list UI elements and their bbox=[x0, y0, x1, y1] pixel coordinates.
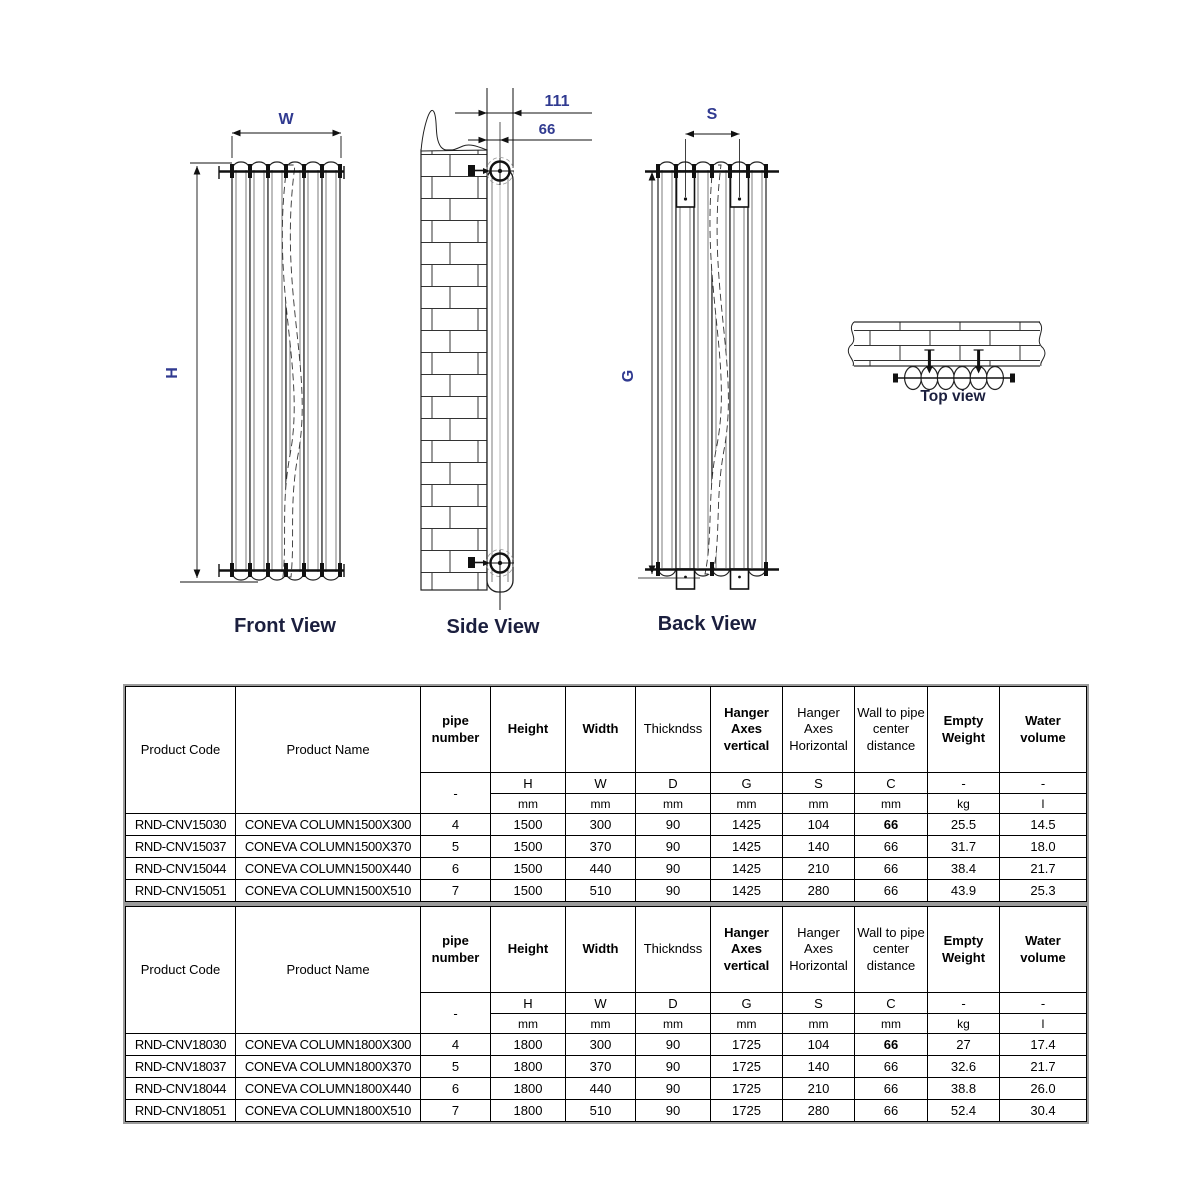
cell: 66 bbox=[855, 836, 928, 858]
cell: 38.4 bbox=[928, 858, 1000, 880]
cell: 1500 bbox=[491, 814, 566, 836]
cell: 27 bbox=[928, 1034, 1000, 1056]
cell: 66 bbox=[855, 1034, 928, 1056]
cell: 31.7 bbox=[928, 836, 1000, 858]
cell: 66 bbox=[855, 814, 928, 836]
cell: 280 bbox=[783, 1100, 855, 1122]
header-cell: Product Name bbox=[236, 687, 421, 814]
cell: 90 bbox=[636, 1034, 711, 1056]
cell: 1725 bbox=[711, 1078, 783, 1100]
cell: 66 bbox=[855, 1100, 928, 1122]
cell: RND-CNV18037 bbox=[126, 1056, 236, 1078]
top-view bbox=[843, 321, 1051, 405]
header-cell: Thickndss bbox=[636, 687, 711, 773]
cell: 66 bbox=[855, 858, 928, 880]
cell: l bbox=[1000, 794, 1087, 814]
cell: 440 bbox=[566, 1078, 636, 1100]
header-cell: Product Name bbox=[236, 907, 421, 1034]
cell: W bbox=[566, 773, 636, 794]
cell: 1425 bbox=[711, 858, 783, 880]
cell: 90 bbox=[636, 858, 711, 880]
brick-wall-top bbox=[853, 322, 1041, 366]
table-row bbox=[126, 1034, 1087, 1056]
header-cell: Hanger Axes vertical bbox=[711, 907, 783, 993]
cell: 30.4 bbox=[1000, 1100, 1087, 1122]
front-view bbox=[164, 111, 344, 637]
cell: C bbox=[855, 993, 928, 1014]
cell: mm bbox=[783, 794, 855, 814]
cell: 140 bbox=[783, 1056, 855, 1078]
cell: 6 bbox=[421, 858, 491, 880]
cell: CONEVA COLUMN1800X440 bbox=[236, 1078, 421, 1100]
side-wall-center-dim-label: 66 bbox=[538, 121, 556, 138]
cell: 300 bbox=[566, 814, 636, 836]
cell: mm bbox=[711, 1014, 783, 1034]
cell: 1500 bbox=[491, 836, 566, 858]
cell: 25.3 bbox=[1000, 880, 1087, 902]
spec-table-1500 bbox=[125, 686, 1087, 902]
cell: RND-CNV18051 bbox=[126, 1100, 236, 1122]
cell: CONEVA COLUMN1800X300 bbox=[236, 1034, 421, 1056]
cell: 1725 bbox=[711, 1100, 783, 1122]
cell: 5 bbox=[421, 1056, 491, 1078]
cell: 21.7 bbox=[1000, 1056, 1087, 1078]
cell: G bbox=[711, 773, 783, 794]
cell: 210 bbox=[783, 1078, 855, 1100]
header-cell: Wall to pipe center distance bbox=[855, 907, 928, 993]
header-cell: Height bbox=[491, 907, 566, 993]
wall-torn-edge bbox=[421, 110, 487, 151]
table-row bbox=[126, 1100, 1087, 1122]
header-cell: Empty Weight bbox=[928, 687, 1000, 773]
brick-wall bbox=[421, 150, 487, 590]
cell: 4 bbox=[421, 1034, 491, 1056]
cell: 1500 bbox=[491, 880, 566, 902]
cell: 32.6 bbox=[928, 1056, 1000, 1078]
cell: W bbox=[566, 993, 636, 1014]
header-cell: Hanger Axes vertical bbox=[711, 687, 783, 773]
cell: 5 bbox=[421, 836, 491, 858]
cell: 140 bbox=[783, 836, 855, 858]
cell: 370 bbox=[566, 836, 636, 858]
cell: 1800 bbox=[491, 1100, 566, 1122]
side-view bbox=[421, 88, 592, 638]
header-cell: Product Code bbox=[126, 907, 236, 1034]
cell: mm bbox=[711, 794, 783, 814]
table-header-row bbox=[126, 687, 1087, 773]
cell: CONEVA COLUMN1500X510 bbox=[236, 880, 421, 902]
cell: - bbox=[928, 773, 1000, 794]
cell: G bbox=[711, 993, 783, 1014]
cell: mm bbox=[491, 794, 566, 814]
cell: 38.8 bbox=[928, 1078, 1000, 1100]
header-cell: Hanger Axes Horizontal bbox=[783, 907, 855, 993]
top-view-label: Top view bbox=[920, 388, 986, 405]
side-depth-dim-label: 111 bbox=[544, 93, 570, 110]
header-cell: Water volume bbox=[1000, 687, 1087, 773]
header-cell: Wall to pipe center distance bbox=[855, 687, 928, 773]
cell: H bbox=[491, 993, 566, 1014]
side-view-label: Side View bbox=[446, 616, 540, 638]
cell: 66 bbox=[855, 1056, 928, 1078]
cell: 1800 bbox=[491, 1034, 566, 1056]
cell: RND-CNV15037 bbox=[126, 836, 236, 858]
back-view-label: Back View bbox=[657, 613, 757, 635]
cell: CONEVA COLUMN1800X510 bbox=[236, 1100, 421, 1122]
back-view bbox=[620, 106, 779, 635]
cell: S bbox=[783, 993, 855, 1014]
cell: CONEVA COLUMN1800X370 bbox=[236, 1056, 421, 1078]
cell: 90 bbox=[636, 1100, 711, 1122]
cell: 66 bbox=[855, 880, 928, 902]
cell: 1425 bbox=[711, 836, 783, 858]
cell: mm bbox=[566, 1014, 636, 1034]
table-row bbox=[126, 858, 1087, 880]
table-header-row bbox=[126, 907, 1087, 993]
cell: mm bbox=[855, 1014, 928, 1034]
cell: - bbox=[421, 993, 491, 1034]
cell: mm bbox=[566, 794, 636, 814]
header-cell: Width bbox=[566, 687, 636, 773]
cell: 90 bbox=[636, 836, 711, 858]
header-cell: Width bbox=[566, 907, 636, 993]
front-width-dim-label: W bbox=[278, 111, 294, 128]
cell: - bbox=[928, 993, 1000, 1014]
cell: 1800 bbox=[491, 1056, 566, 1078]
header-cell: Thickndss bbox=[636, 907, 711, 993]
cell: H bbox=[491, 773, 566, 794]
cell: D bbox=[636, 773, 711, 794]
cell: mm bbox=[491, 1014, 566, 1034]
cell: mm bbox=[855, 794, 928, 814]
cell: RND-CNV15051 bbox=[126, 880, 236, 902]
cell: 52.4 bbox=[928, 1100, 1000, 1122]
cell: 1425 bbox=[711, 814, 783, 836]
header-cell: pipe number bbox=[421, 687, 491, 773]
front-height-dim-label: H bbox=[164, 367, 181, 379]
cell: - bbox=[421, 773, 491, 814]
cell: 104 bbox=[783, 814, 855, 836]
cell: 26.0 bbox=[1000, 1078, 1087, 1100]
cell: 4 bbox=[421, 814, 491, 836]
cell: 510 bbox=[566, 1100, 636, 1122]
cell: 90 bbox=[636, 880, 711, 902]
table-row bbox=[126, 814, 1087, 836]
front-view-label: Front View bbox=[234, 615, 336, 637]
cell: 440 bbox=[566, 858, 636, 880]
cell: 210 bbox=[783, 858, 855, 880]
table-row bbox=[126, 836, 1087, 858]
cell: 1500 bbox=[491, 858, 566, 880]
cell: 1425 bbox=[711, 880, 783, 902]
cell: 14.5 bbox=[1000, 814, 1087, 836]
cell: CONEVA COLUMN1500X440 bbox=[236, 858, 421, 880]
cell: RND-CNV15030 bbox=[126, 814, 236, 836]
cell: 104 bbox=[783, 1034, 855, 1056]
cell: RND-CNV18030 bbox=[126, 1034, 236, 1056]
cell: 25.5 bbox=[928, 814, 1000, 836]
cell: 7 bbox=[421, 1100, 491, 1122]
cell: 21.7 bbox=[1000, 858, 1087, 880]
cell: D bbox=[636, 993, 711, 1014]
back-hanger-vertical-dim-label: G bbox=[620, 369, 637, 383]
cell: CONEVA COLUMN1500X370 bbox=[236, 836, 421, 858]
header-cell: Height bbox=[491, 687, 566, 773]
cell: 6 bbox=[421, 1078, 491, 1100]
cell: RND-CNV15044 bbox=[126, 858, 236, 880]
cell: 18.0 bbox=[1000, 836, 1087, 858]
cell: 1725 bbox=[711, 1056, 783, 1078]
cell: 17.4 bbox=[1000, 1034, 1087, 1056]
cell: C bbox=[855, 773, 928, 794]
header-cell: pipe number bbox=[421, 907, 491, 993]
header-cell: Water volume bbox=[1000, 907, 1087, 993]
cell: 66 bbox=[855, 1078, 928, 1100]
cell: 7 bbox=[421, 880, 491, 902]
cell: 1725 bbox=[711, 1034, 783, 1056]
cell: mm bbox=[783, 1014, 855, 1034]
cell: - bbox=[1000, 773, 1087, 794]
cell: kg bbox=[928, 794, 1000, 814]
cell: mm bbox=[636, 794, 711, 814]
cell: RND-CNV18044 bbox=[126, 1078, 236, 1100]
cell: 300 bbox=[566, 1034, 636, 1056]
cell: - bbox=[1000, 993, 1087, 1014]
cell: CONEVA COLUMN1500X300 bbox=[236, 814, 421, 836]
table-row bbox=[126, 1056, 1087, 1078]
cell: 90 bbox=[636, 814, 711, 836]
back-hanger-horizontal-dim-label: S bbox=[706, 106, 718, 123]
cell: S bbox=[783, 773, 855, 794]
cell: mm bbox=[636, 1014, 711, 1034]
table-row bbox=[126, 1078, 1087, 1100]
cell: 90 bbox=[636, 1056, 711, 1078]
header-cell: Hanger Axes Horizontal bbox=[783, 687, 855, 773]
header-cell: Product Code bbox=[126, 687, 236, 814]
cell: 43.9 bbox=[928, 880, 1000, 902]
cell: l bbox=[1000, 1014, 1087, 1034]
cell: 1800 bbox=[491, 1078, 566, 1100]
cell: 280 bbox=[783, 880, 855, 902]
cell: 90 bbox=[636, 1078, 711, 1100]
cell: 510 bbox=[566, 880, 636, 902]
cell: 370 bbox=[566, 1056, 636, 1078]
header-cell: Empty Weight bbox=[928, 907, 1000, 993]
spec-table-1800 bbox=[125, 906, 1087, 1122]
table-row bbox=[126, 880, 1087, 902]
cell: kg bbox=[928, 1014, 1000, 1034]
